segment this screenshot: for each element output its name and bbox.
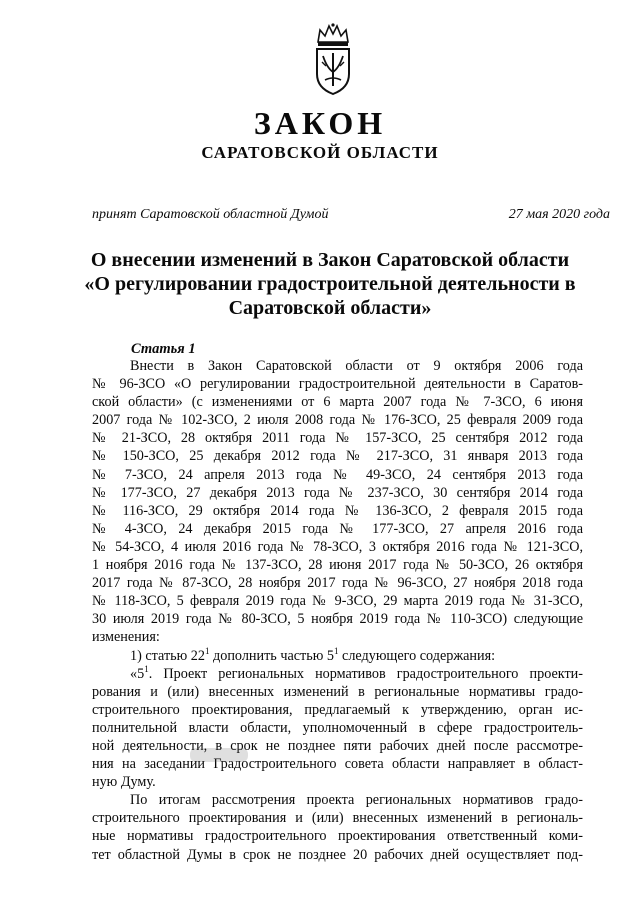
text-line: ской области» (с изменениями от 6 марта 2007 года № 7-ЗСО, 6 июня (92, 394, 583, 411)
article-heading: Статья 1 (131, 341, 196, 357)
document-title-line: О внесении изменений в Закон Саратовской области (90, 249, 570, 271)
text-line: полнительной власти области, уполномоченный в сфере градостроитель- (92, 719, 583, 736)
text-line: рования и (или) внесенных изменений в региональные нормативы градо- (92, 683, 583, 700)
document-title (60, 248, 600, 320)
text-line: № 118-ЗСО, 5 февраля 2019 года № 9-ЗСО, 29 марта 2019 года № 31-ЗСО, (92, 593, 583, 610)
text-line: № 4-ЗСО, 24 декабря 2015 года № 177-ЗСО, 27 апреля 2016 года (92, 520, 583, 537)
region-name: САРАТОВСКОЙ ОБЛАСТИ (201, 143, 439, 162)
text-line: № 7-ЗСО, 24 апреля 2013 года № 49-ЗСО, 24 сентября 2013 года (92, 466, 583, 483)
text-line: 2017 года № 87-ЗСО, 28 ноября 2017 года № 96-ЗСО, 27 ноября 2018 года (92, 575, 583, 592)
text-line: По итогам рассмотрения проекта региональных нормативов градо- (130, 792, 583, 809)
saratov-coat-of-arms-icon (308, 22, 358, 96)
item-1 (92, 647, 583, 665)
text-line: № 21-ЗСО, 28 октября 2011 года № 157-ЗСО, 25 сентября 2012 года (92, 430, 583, 447)
document-title-line: «О регулировании градостроительной деятельности в (84, 273, 576, 295)
text-line: № 96-ЗСО «О регулировании градостроительной деятельности в Саратов- (92, 376, 583, 393)
stamp-smudge (190, 748, 248, 762)
text-line: 1 ноября 2016 года № 137-ЗСО, 28 июня 2017 года № 50-ЗСО, 26 октября (92, 557, 583, 574)
text-line: ной деятельности, в срок не позднее пяти рабочих дней после рассмотре- (92, 737, 583, 754)
text-line: строительного проектирования, предлагаемый к утверждению, орган ис- (92, 701, 583, 718)
law-title: ЗАКОН (253, 105, 387, 141)
adopted-date: 27 мая 2020 года (508, 207, 610, 222)
quote-first-line (92, 665, 583, 683)
item-1-suffix: следующего содержания: (338, 647, 496, 664)
text-line: ния на заседании Градостроительного совета области направляет в област- (92, 756, 583, 773)
item-1-prefix: 1) статью 22 (130, 647, 205, 664)
item-1-mid: дополнить частью 5 (209, 647, 334, 664)
text-line: 30 июля 2019 года № 80-ЗСО, 5 ноября 2019 года № 110-ЗСО) следующие (92, 611, 583, 628)
text-line: № 177-ЗСО, 27 декабря 2013 года № 237-ЗСО, 30 сентября 2014 года (92, 484, 583, 501)
article-body (92, 357, 583, 864)
text-line: строительного проектирования и (или) внесенных изменений в региональ- (92, 810, 583, 827)
text-line: № 54-ЗСО, 4 июля 2016 года № 78-ЗСО, 3 октября 2016 года № 121-ЗСО, (92, 538, 583, 555)
text-line: изменения: (92, 629, 160, 646)
text-line: Внести в Закон Саратовской области от 9 октября 2006 года (130, 358, 583, 374)
superscript: 1 (144, 663, 149, 674)
text-line: ные нормативы градостроительного проектирования ответственный коми- (92, 828, 583, 845)
adopted-by: принят Саратовской областной Думой (92, 207, 329, 222)
quote-prefix: «5 (130, 665, 145, 682)
text-line: № 150-ЗСО, 25 декабря 2012 года № 217-ЗСО, 31 января 2013 года (92, 448, 583, 465)
superscript: 1 (204, 645, 210, 656)
quote-first-text: . Проект региональных нормативов градостроительного проекти- (148, 665, 583, 682)
text-line: тет областной Думы в срок не позднее 20 рабочих дней осуществляет под- (92, 846, 583, 863)
text-line: ную Думу. (92, 774, 156, 791)
document-title-line: Саратовской области» (228, 297, 432, 319)
text-line: № 116-ЗСО, 29 октября 2014 года № 136-ЗСО, 2 февраля 2015 года (92, 502, 583, 519)
superscript: 1 (333, 645, 339, 656)
text-line: 2007 года № 102-ЗСО, 2 июля 2008 года № 176-ЗСО, 25 февраля 2009 года (92, 412, 583, 429)
